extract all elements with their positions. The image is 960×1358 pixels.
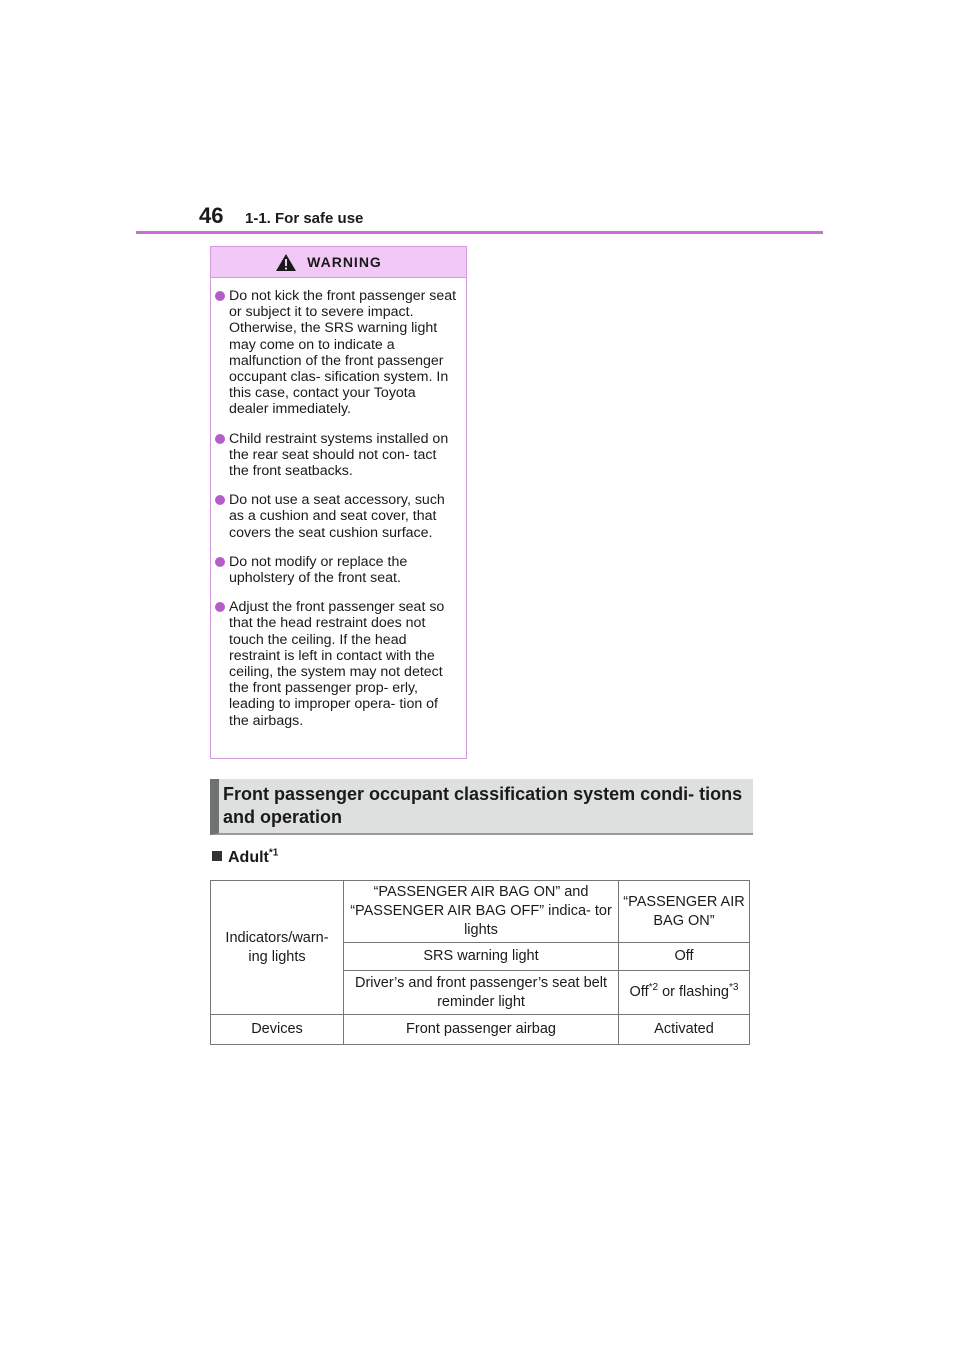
group-cell-devices: Devices (211, 1015, 344, 1045)
warning-box (210, 246, 467, 759)
state-cell: Off$^{*2}$ or flashing$^{*3}$ (619, 971, 750, 1015)
item-cell: Driver’s and front passenger’s seat belt reminder light (344, 971, 619, 1015)
adult-label: Adult$^{*1}$ (212, 847, 278, 869)
section-title: 1-1. For safe use (245, 210, 364, 227)
warning-item: Adjust the front passenger seat so that the head restraint does not touch the ceiling. If the head restraint is left in contact with the ceiling, the system may not detect the front passenger prop- erly, leading to improper opera- tion of the airbags. (215, 599, 458, 729)
warning-list (211, 278, 466, 729)
page-number: 46 (199, 203, 224, 228)
warning-item: Child restraint systems installed on the rear seat should not con- tact the front seatbacks. (215, 431, 458, 480)
table-row (211, 1015, 750, 1045)
header-divider (136, 231, 823, 234)
warning-item: Do not modify or replace the upholstery of the front seat. (215, 554, 458, 586)
warning-header (211, 247, 466, 278)
item-cell: “PASSENGER AIR BAG ON” and “PASSENGER AIR BAG OFF” indica- tor lights (344, 881, 619, 943)
warning-triangle-icon (275, 253, 297, 272)
state-cell: “PASSENGER AIR BAG ON” (619, 881, 750, 943)
state-cell: Activated (619, 1015, 750, 1045)
footnote-ref: *2 (648, 982, 659, 994)
footnote-ref: *1 (268, 847, 279, 859)
group-cell-indicators: Indicators/warn- ing lights (211, 881, 344, 1015)
table-row (211, 881, 750, 943)
item-cell: Front passenger airbag (344, 1015, 619, 1045)
section-heading: Front passenger occupant classification system condi- tions and operation (210, 779, 753, 835)
warning-item: Do not use a seat accessory, such as a cushion and seat cover, that covers the seat cushion surface. (215, 492, 458, 541)
state-cell: Off (619, 943, 750, 971)
warning-title: WARNING (307, 254, 382, 270)
bullet-icon (215, 602, 225, 612)
item-cell: SRS warning light (344, 943, 619, 971)
status-table (210, 880, 750, 1045)
bullet-icon (215, 495, 225, 505)
bullet-icon (215, 291, 225, 301)
bullet-icon (215, 557, 225, 567)
warning-item: Do not kick the front passenger seat or subject it to severe impact. Otherwise, the SRS warning light may come on to indicate a malfunction of the front passenger occupant clas- sification system. In this case, contact your Toyota dealer immediately. (215, 288, 458, 418)
square-bullet-icon (212, 851, 222, 861)
footnote-ref: *3 (729, 982, 739, 994)
bullet-icon (215, 434, 225, 444)
